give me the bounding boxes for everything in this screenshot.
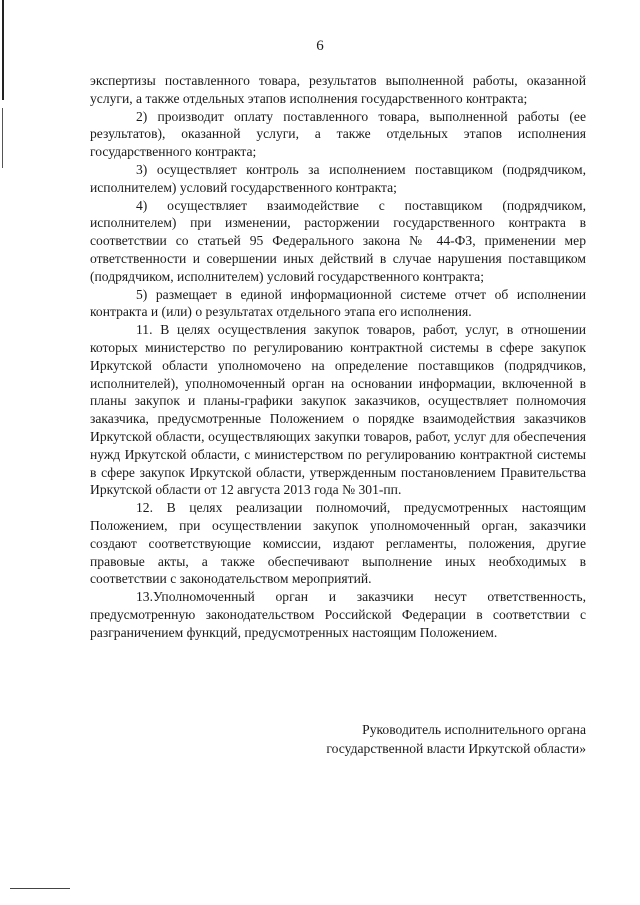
- paragraph-item-2: 2) производит оплату поставленного товара, выполненной работы (ее результатов), оказанной услуги, а также отдельных этапов исполнения государственного контракта;: [90, 108, 586, 160]
- signature-block: [326, 720, 586, 758]
- paragraph-continuation: экспертизы поставленного товара, результатов выполненной работы, оказанной услуги, а также отдельных этапов исполнения государственного контракта;: [90, 73, 586, 106]
- document-body: [90, 72, 586, 642]
- footer-rule: [10, 888, 70, 889]
- paragraph-clause-12: 12. В целях реализации полномочий, предусмотренных настоящим Положением, при осуществлении закупок уполномоченный орган, заказчики создают соответствующие комиссии, издают регламенты, положения, другие правовые акты, а также обеспечивают выполнение иных необходимых в соответствии с законодательством мероприятий.: [90, 500, 586, 587]
- paragraph-item-3: 3) осуществляет контроль за исполнением поставщиком (подрядчиком, исполнителем) условий государственного контракта;: [90, 161, 586, 195]
- paragraph-clause-13: 13.Уполномоченный орган и заказчики несут ответственность, предусмотренную законодательством Российской Федерации в соответствии с разграничением функций, предусмотренных настоящим Положением.: [90, 589, 586, 640]
- paragraph-clause-11: 11. В целях осуществления закупок товаров, работ, услуг, в отношении которых министерство по регулированию контрактной системы в сфере закупок Иркутской области уполномочено на определение поставщиков (подрядчиков, исполнителей), уполномоченный орган на основании информации, включенной в планы закупок и планы-графики закупок заказчиков, осуществляет полномочия заказчика, предусмотренные Положением о порядке взаимодействия заказчиков Иркутской области, осуществляющих закупки товаров, работ, услуг для обеспечения нужд Иркутской области, с министерством по регулированию контрактной системы в сфере закупок Иркутской области, утвержденным постановлением Правительства Иркутской области от 12 августа 2013 года № 301-пп.: [90, 322, 586, 498]
- paragraph-item-5: 5) размещает в единой информационной системе отчет об исполнении контракта и (или) о результатах отдельного этапа его исполнения.: [90, 286, 586, 320]
- signature-title-line-1: Руководитель исполнительного органа: [362, 722, 586, 737]
- page-number: 6: [316, 38, 324, 54]
- paragraph-item-4: 4) осуществляет взаимодействие с поставщиком (подрядчиком, исполнителем) при изменении, расторжении государственного контракта в соответствии со статьей 95 Федерального закона № 44-ФЗ, применении мер ответственности и совершении иных действий в случае нарушения поставщиком (подрядчиком, исполнителем) условий государственного контракта;: [90, 197, 586, 284]
- scan-edge-mark: [2, 108, 3, 168]
- signature-title-line-2: государственной власти Иркутской области»: [326, 741, 586, 756]
